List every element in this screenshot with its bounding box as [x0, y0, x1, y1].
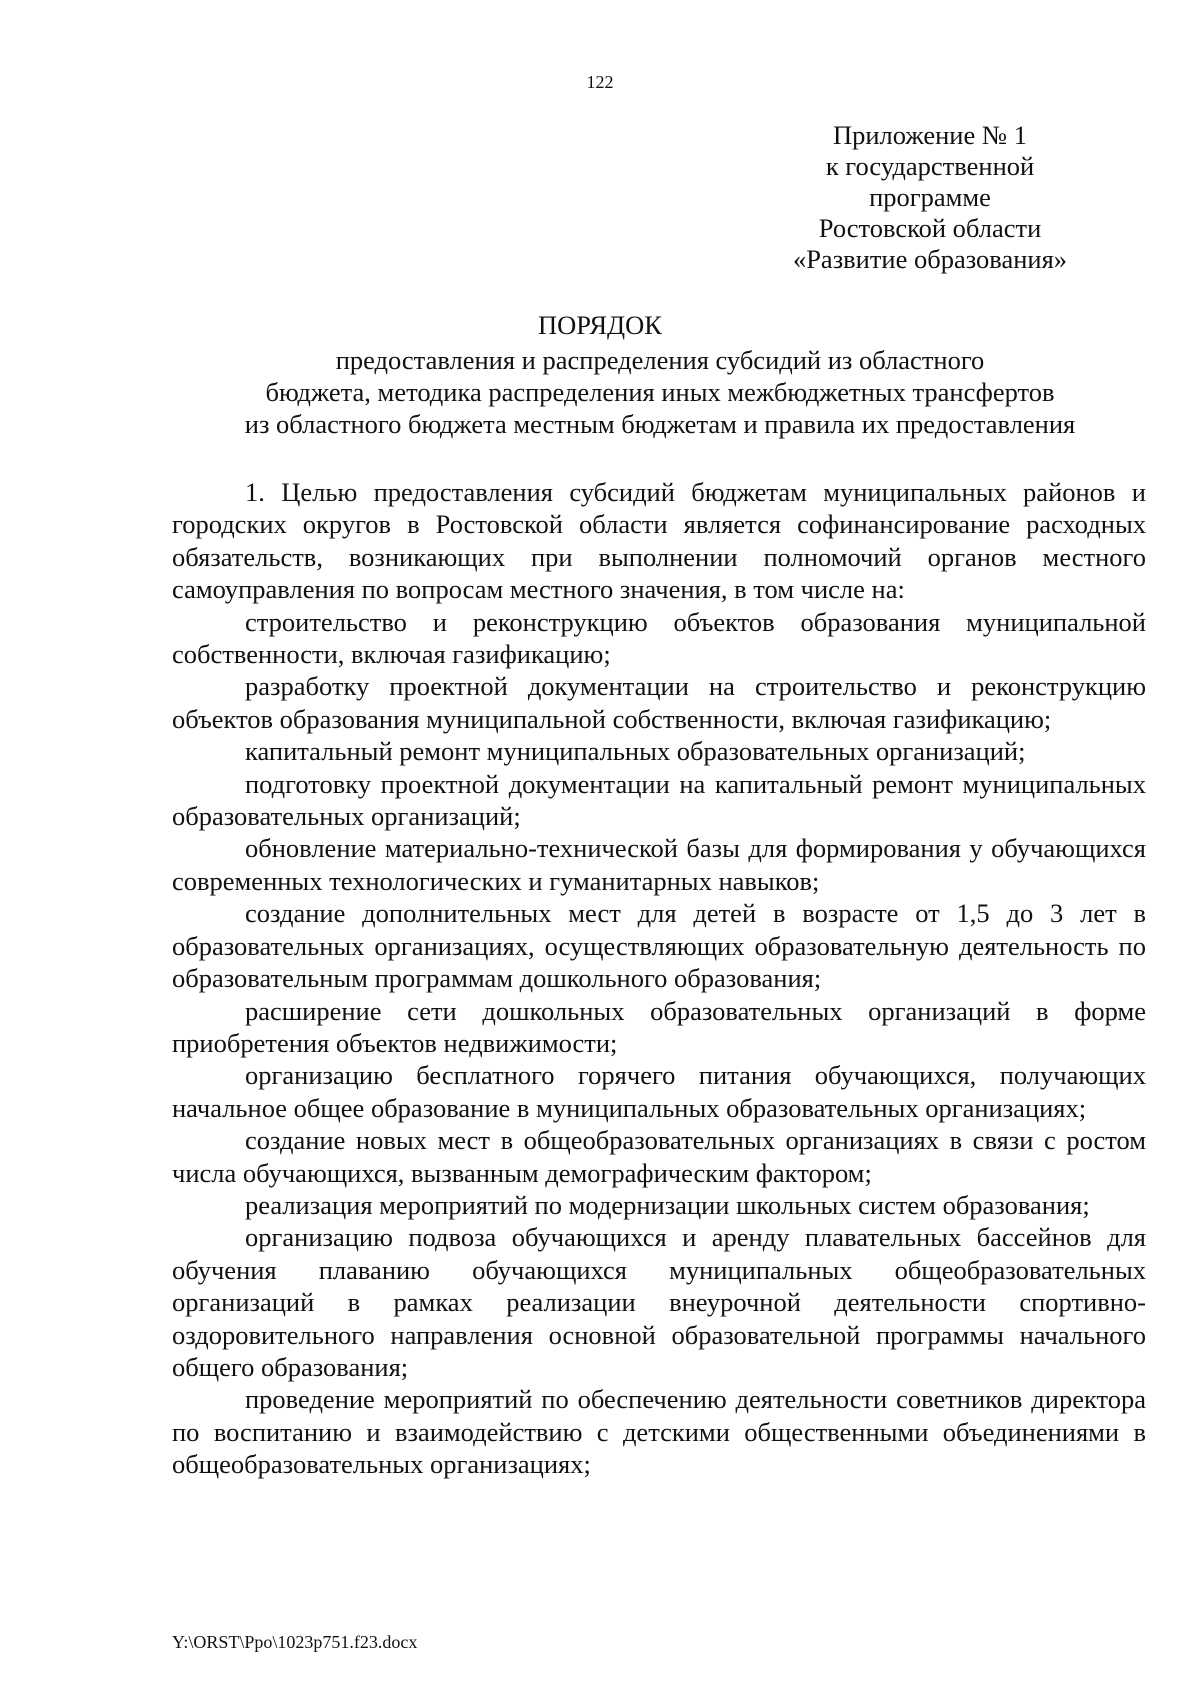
document-body — [172, 476, 1146, 1481]
appendix-line: к государственной — [825, 151, 1035, 181]
paragraph: организацию бесплатного горячего питания обучающихся, получающих начальное общее образование в муниципальных образовательных организациях; — [172, 1060, 1146, 1123]
appendix-heading — [780, 120, 1080, 275]
paragraph: расширение сети дошкольных образовательных организаций в форме приобретения объектов недвижимости; — [172, 995, 1146, 1058]
appendix-line: программе — [869, 182, 991, 212]
paragraph: подготовку проектной документации на капитальный ремонт муниципальных образовательных организаций; — [172, 768, 1146, 832]
paragraph: проведение мероприятий по обеспечению деятельности советников директора по воспитанию и взаимодействию с детскими общественными объединениями в общеобразовательных организациях; — [172, 1384, 1146, 1480]
paragraph: разработку проектной документации на строительство и реконструкцию объектов образования муниципальной собственности, включая газификацию; — [172, 671, 1146, 734]
paragraph: реализация мероприятий по модернизации школьных систем образования; — [245, 1189, 1090, 1220]
paragraph: строительство и реконструкцию объектов образования муниципальной собственности, включая газификацию; — [172, 606, 1146, 670]
paragraph: организацию подвоза обучающихся и аренду плавательных бассейнов для обучения плаванию обучающихся муниципальных общеобразовательных организаций в рамках реализации внеурочной деятельности спортивно-оздоровительного направления основной образовательной программы начального общего образования; — [172, 1222, 1146, 1382]
subtitle-line: из областного бюджета местным бюджетам и правила их предоставления — [244, 409, 1076, 439]
paragraph: капитальный ремонт муниципальных образовательных организаций; — [245, 736, 1026, 767]
subtitle-line: предоставления и распределения субсидий из областного — [335, 345, 985, 375]
document-title: ПОРЯДОК — [538, 310, 662, 340]
page-number: 122 — [586, 72, 614, 92]
subtitle-line: бюджета, методика распределения иных межбюджетных трансфертов — [265, 377, 1055, 407]
appendix-line: «Развитие образования» — [792, 244, 1068, 274]
paragraph: обновление материально-технической базы для формирования у обучающихся современных технологических и гуманитарных навыков; — [172, 833, 1146, 896]
appendix-line: Ростовской области — [818, 213, 1042, 243]
document-subtitle — [160, 344, 1160, 440]
paragraph: создание новых мест в общеобразовательных организациях в связи с ростом числа обучающихся, вызванным демографическим фактором; — [172, 1125, 1146, 1188]
file-path-footer: Y:\ORST\Ppo\1023p751.f23.docx — [172, 1632, 418, 1652]
appendix-line: Приложение № 1 — [832, 120, 1027, 150]
paragraph: 1. Целью предоставления субсидий бюджетам муниципальных районов и городских округов в Ростовской области является софинансирование расходных обязательств, возникающих при выполнении полномочий органов местного самоуправления по вопросам местного значения, в том числе на: — [172, 477, 1146, 605]
paragraph: создание дополнительных мест для детей в возрасте от 1,5 до 3 лет в образовательных организациях, осуществляющих образовательную деятельность по образовательным программам дошкольного образования; — [172, 898, 1146, 994]
